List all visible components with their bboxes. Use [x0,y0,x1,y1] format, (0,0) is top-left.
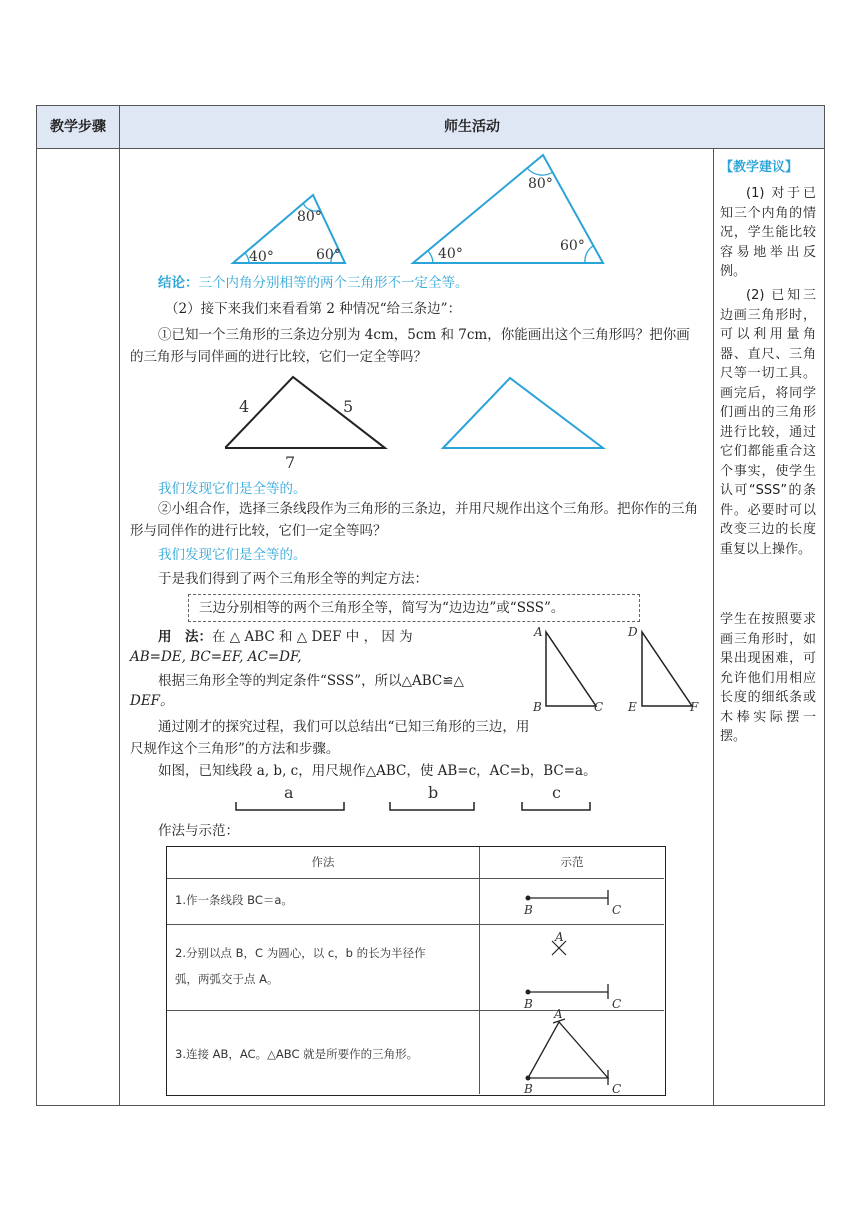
usage-text-1: 在 △ ABC 和 △ DEF 中 ， 因 为 [212,629,413,645]
tri1-left-angle: 40° [249,249,274,265]
sidebar-paragraph-1: (1) 对于已知三个内角的情况，学生能比较容易地举出反例。 [720,186,816,279]
triangle-abc [546,632,596,706]
segment-b [390,802,474,810]
usage-label: 用 法： [158,629,212,645]
table-header [37,106,824,149]
segment-a-label: a [284,783,294,802]
sides-triangles-figure [225,372,625,472]
demo2-label-b: B [524,997,533,1011]
step-2-text-line1: 2.分别以点 B，C 为圆心，以 c，b 的长为半径作 [175,946,426,960]
tri2-top-angle: 80° [528,176,553,192]
sss-rule-box: 三边分别相等的两个三角形全等，简写为“边边边”或“SSS”。 [188,594,640,622]
demo1-label-b: B [524,903,533,917]
segment-a [236,802,344,810]
vertex-B: B [533,700,542,714]
step-3-text: 3.连接 AB，AC。△ABC 就是所要作的三角形。 [175,1047,419,1061]
triangle-def [642,632,692,706]
conclusion-text: 三个内角分别相等的两个三角形不一定全等。 [198,275,469,291]
header-activity-label: 师生活动 [444,119,500,135]
vertex-E: E [628,700,637,714]
demo2-label-c: C [612,997,622,1011]
demo2-label-a: A [555,930,564,944]
header-step-label: 教学步骤 [37,106,120,148]
conclusion-label: 结论： [158,275,199,291]
given-segments-figure [230,780,600,816]
question-1: ①已知一个三角形的三条边分别为 4cm，5cm 和 7cm，你能画出这个三角形吗？把你画的三角形与同伴画的进行比较，它们一定全等吗？ [130,327,690,365]
triangle-457-copy [443,378,603,448]
usage-line-1 [158,626,520,648]
found-congruent-2: 我们发现它们是全等的。 [158,547,307,563]
demo1-label-c: C [612,903,622,917]
side-5-label: 5 [343,397,354,416]
question-2: ②小组合作，选择三条线段作为三角形的三条边，并用尺规作出这个三角形。把你作的三角形与同伴作的进行比较，它们一定全等吗？ [130,501,698,539]
step-2-text-line2: 弧，两弧交于点 A。 [175,972,279,986]
side-7-label: 7 [285,453,296,472]
demo3-label-a: A [554,1007,563,1021]
construction-steps-table [166,846,666,1096]
steps-demo-figures [480,879,664,1094]
vertex-C: C [594,700,604,714]
col-header-demo: 示范 [560,855,584,869]
usage-line-2: AB=DE, BC=EF, AC=DF, [130,649,302,665]
vertex-A: A [534,625,543,639]
sidebar-title: 【教学建议】 [720,160,799,175]
method-intro: 于是我们得到了两个三角形全等的判定方法： [158,571,428,587]
usage-line-3: 根据三角形全等的判定条件“SSS”，所以△ABC≌△ [158,673,464,689]
tri2-left-angle: 40° [438,246,463,262]
construct-question: 如图，已知线段 a, b, c，用尺规作△ABC，使 AB=c，AC=b，BC=a。 [158,763,597,779]
demo-label: 作法与示范： [158,823,239,839]
tri1-top-angle: 80° [297,209,322,225]
segment-b-label: b [428,783,439,802]
angle-triangles-figure [225,150,615,270]
tri1-right-angle: 60° [316,247,341,263]
vertex-D: D [628,625,638,639]
tri2-right-angle: 60° [560,238,585,254]
demo3-label-b: B [524,1082,533,1094]
demo3-label-c: C [612,1082,622,1094]
case2-intro: （2）接下来我们来看看第 2 种情况“给三条边”： [165,301,462,317]
demo3-triangle-abc [528,1022,608,1078]
found-congruent-1: 我们发现它们是全等的。 [158,481,307,497]
sidebar-paragraph-3: 学生在按照要求画三角形时，如果出现困难，可允许他们用相应长度的细纸条或木棒实际摆一摆。 [720,612,816,744]
summary: 通过刚才的探究过程，我们可以总结出“已知三角形的三边，用尺规作这个三角形”的方法和步骤。 [130,719,530,757]
usage-line-4: DEF。 [130,693,174,709]
vertex-F: F [690,700,699,714]
col-header-method: 作法 [311,855,335,869]
column-divider-right [713,148,714,1105]
step-1-text: 1.作一条线段 BC＝a。 [175,893,293,907]
congruent-right-triangles-figure [530,622,710,717]
conclusion [158,272,469,294]
segment-c-label: c [552,783,561,802]
side-4-label: 4 [239,397,250,416]
column-divider-left [119,148,120,1105]
sidebar-paragraph-2: (2) 已知三边画三角形时，可以利用量角器、直尺、三角尺等一切工具。画完后，将同学们画出的三角形进行比较，通过它们都能重合这个事实，使学生认可“SSS”的条件。必要时可以改变三边的长度重复以上操作。 [720,288,816,557]
segment-c [522,802,590,810]
